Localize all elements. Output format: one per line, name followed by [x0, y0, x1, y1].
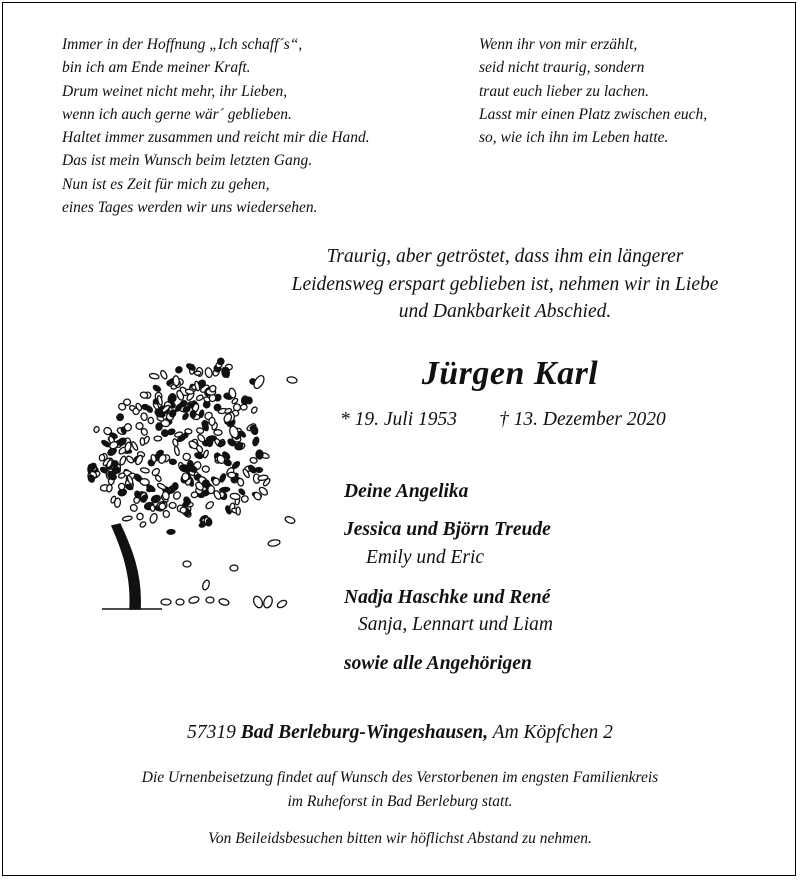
leaf-shape [169, 459, 176, 465]
leaf-shape [140, 467, 150, 473]
leaf-shape [162, 510, 170, 518]
leaf-shape [186, 363, 196, 372]
leaf-shape [169, 409, 177, 418]
leaf-shape [240, 404, 247, 410]
leaf-shape [202, 465, 210, 472]
address-zip: 57319 [187, 722, 236, 743]
leaf-shape [159, 503, 165, 510]
leaf-shape [230, 493, 241, 500]
leaf-shape [149, 373, 159, 380]
leaf-shape [197, 433, 206, 443]
poem-line: seid nicht traurig, sondern [479, 59, 645, 77]
leaf-shape [93, 426, 100, 433]
leaf-shape [185, 428, 193, 434]
leaf-shape [223, 458, 232, 466]
poem-line: Haltet immer zusammen und reicht mir die Hand. [62, 129, 370, 147]
address-street: Am Köpfchen 2 [492, 722, 613, 743]
death-date: † 13. Dezember 2020 [499, 409, 666, 430]
leaf-shape [134, 454, 143, 465]
address-city: Bad Berleburg-Wingeshausen, [240, 722, 489, 743]
leaf-shape [252, 436, 260, 446]
birth-date: * 19. Juli 1953 [340, 409, 457, 430]
leaf-shape [245, 396, 253, 404]
poem-line: Lasst mir einen Platz zwischen euch, [479, 105, 708, 123]
leaf-shape [204, 367, 213, 378]
leaf-shape [131, 441, 139, 451]
leaf-shape [125, 455, 134, 464]
leaf-shape [118, 483, 125, 490]
leaf-shape [206, 518, 212, 526]
leaf-shape [236, 507, 240, 515]
leaf-shape [221, 367, 227, 377]
leaf-shape [219, 487, 229, 493]
leaf-shape [205, 500, 215, 510]
leaf-shape [167, 529, 175, 534]
leaf-shape [139, 521, 147, 529]
leaf-shape [149, 513, 158, 524]
intro-line: Traurig, aber getröstet, dass ihm ein längerer [326, 246, 684, 267]
poem-line: Wenn ihr von mir erzählt, [479, 36, 638, 53]
leaf-shape [194, 371, 201, 375]
leaf-shape [203, 450, 210, 459]
leaf-shape [250, 406, 258, 414]
leaf-shape [196, 427, 204, 434]
burial-note-line: im Ruheforst in Bad Berleburg statt. [287, 792, 513, 810]
leaf-shape [123, 399, 130, 406]
leaf-shape [208, 485, 215, 493]
visits-note: Von Beileidsbesuchen bitten wir höflichst Abstand zu nehmen. [208, 830, 592, 847]
poem-line: Drum weinet nicht mehr, ihr Lieben, [62, 82, 288, 100]
leaf-shape [140, 412, 148, 421]
leaf-shape [175, 366, 183, 374]
poem-line: Immer in der Hoffnung „Ich schaff´s“, [62, 36, 303, 53]
burial-note [0, 766, 800, 813]
leaf-shape [150, 505, 156, 512]
leaf-shape [156, 413, 165, 417]
leaf-shape [181, 472, 189, 481]
leaf-shape [169, 503, 176, 509]
windblown-tree-icon [62, 334, 302, 619]
family-member: Nadja Haschke und René [344, 587, 551, 608]
family-member: Emily und Eric [366, 547, 485, 568]
burial-note-line: Die Urnenbeisetzung findet auf Wunsch des Verstorbenen im engsten Familienkreis [141, 769, 659, 786]
leaf-shape [209, 417, 215, 425]
leaf-shape [196, 394, 204, 401]
leaf-shape [174, 446, 180, 456]
leaf-shape [136, 512, 145, 521]
address [0, 722, 800, 744]
leaf-shape [119, 455, 127, 465]
poem-line: so, wie ich ihn im Leben hatte. [479, 129, 669, 147]
family-member: Sanja, Lennart und Liam [358, 614, 554, 635]
family-member: sowie alle Angehörigen [344, 653, 532, 674]
leaf-shape [148, 417, 154, 424]
poem-line: bin ich am Ende meiner Kraft. [62, 59, 251, 77]
leaf-shape [194, 452, 204, 460]
leaf-shape [185, 389, 194, 395]
leaf-shape [183, 453, 191, 460]
leaf-shape [145, 405, 153, 413]
leaf-shape [182, 412, 190, 420]
deceased-name: Jürgen Karl [421, 355, 599, 392]
poem-right [479, 33, 707, 149]
leaf-shape [250, 424, 259, 435]
leaf-shape [154, 436, 162, 441]
leaf-shape [256, 450, 263, 459]
leaf-shape [115, 413, 124, 422]
family-member: Jessica und Björn Treude [344, 519, 551, 540]
leaf-shape [240, 495, 249, 504]
leaf-shape [99, 454, 105, 461]
leaf-shape [219, 473, 227, 483]
poem-line: Das ist mein Wunsch beim letzten Gang. [62, 152, 313, 170]
leaf-shape [167, 393, 176, 404]
intro-text [240, 243, 770, 326]
leaf-shape [159, 370, 168, 380]
leaf-shape [140, 438, 145, 446]
leaf-shape [152, 384, 161, 392]
poem-line: Nun ist es Zeit für mich zu gehen, [62, 175, 270, 193]
poem-line: wenn ich auch gerne wär´ geblieben. [62, 105, 292, 123]
leaf-shape [228, 472, 236, 478]
leaf-shape [213, 478, 220, 486]
leaf-shape [255, 467, 262, 472]
poem-line: eines Tages werden wir uns wiedersehen. [62, 199, 318, 217]
leaf-shape [180, 507, 187, 513]
intro-line: und Dankbarkeit Abschied. [398, 301, 612, 322]
leaf-shape [122, 515, 132, 521]
leaf-shape [214, 429, 223, 435]
leaf-shape [157, 482, 167, 490]
leaf-shape [173, 376, 180, 386]
leaf-shape [172, 483, 178, 490]
poem-left [62, 33, 370, 219]
leaf-shape [237, 478, 245, 487]
leaf-shape [190, 410, 197, 418]
leaf-shape [129, 503, 138, 512]
family-member: Deine Angelika [344, 481, 469, 502]
poem-line: traut euch lieber zu lachen. [479, 82, 650, 100]
intro-line: Leidensweg erspart geblieben ist, nehmen wir in Liebe [291, 273, 719, 295]
